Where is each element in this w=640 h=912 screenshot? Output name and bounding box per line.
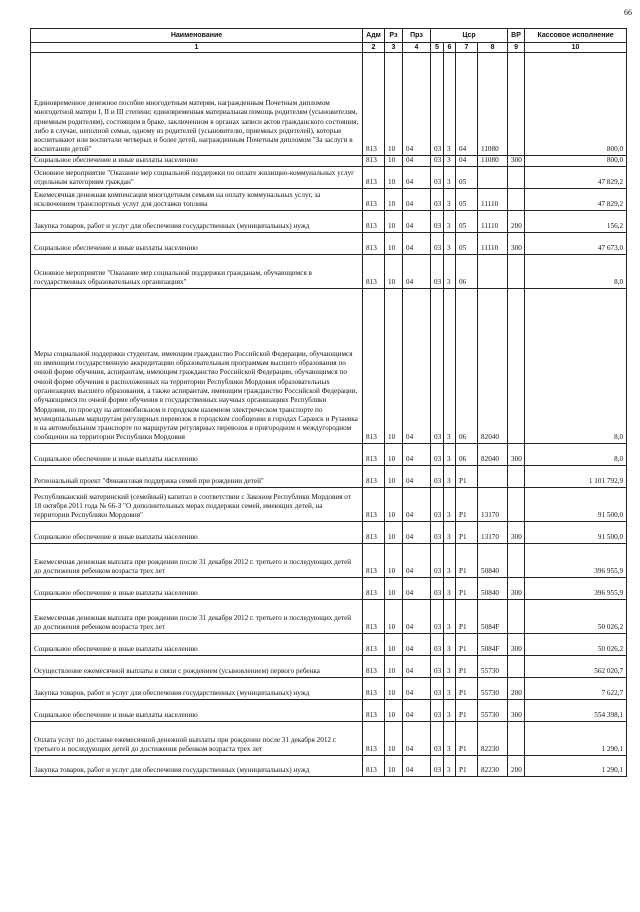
- row-name: Региональный проект "Финансовая поддержка семей при рождении детей": [31, 465, 363, 487]
- row-vr-code: [508, 465, 525, 487]
- row-vr-code: 300: [508, 633, 525, 655]
- row-adm-code: 813: [363, 599, 385, 633]
- row-adm-code: 813: [363, 543, 385, 577]
- row-rz-code: 10: [385, 210, 403, 232]
- row-csr-part-4: 82230: [478, 721, 508, 755]
- row-csr-part-3: 04: [456, 155, 478, 166]
- column-number: 7: [456, 43, 478, 53]
- row-adm-code: 813: [363, 721, 385, 755]
- header-row: [31, 29, 627, 43]
- row-amount: 47 829,2: [525, 166, 627, 188]
- table-row: [31, 232, 627, 254]
- row-csr-part-3: 06: [456, 254, 478, 288]
- header-kassa: Кассовое исполнение: [525, 29, 627, 43]
- row-csr-part-4: 5084F: [478, 633, 508, 655]
- row-csr-part-4: [478, 166, 508, 188]
- table-row: [31, 288, 627, 443]
- row-vr-code: 300: [508, 699, 525, 721]
- row-prz-code: 04: [403, 443, 431, 465]
- row-csr-part-4: 11110: [478, 210, 508, 232]
- row-csr-part-1: 03: [431, 599, 444, 633]
- row-prz-code: 04: [403, 577, 431, 599]
- row-csr-part-2: 3: [444, 755, 456, 776]
- row-adm-code: 813: [363, 487, 385, 521]
- row-name: Закупка товаров, работ и услуг для обеспечения государственных (муниципальных) нужд: [31, 210, 363, 232]
- row-amount: 1 290,1: [525, 755, 627, 776]
- row-csr-part-4: 11110: [478, 232, 508, 254]
- row-csr-part-1: 03: [431, 166, 444, 188]
- row-name: Осуществление ежемесячной выплаты в связи с рождением (усыновлением) первого ребенка: [31, 655, 363, 677]
- row-csr-part-4: 55730: [478, 655, 508, 677]
- row-csr-part-3: P1: [456, 521, 478, 543]
- row-csr-part-3: 04: [456, 53, 478, 156]
- row-adm-code: 813: [363, 577, 385, 599]
- row-vr-code: [508, 721, 525, 755]
- row-csr-part-4: 82040: [478, 443, 508, 465]
- row-prz-code: 04: [403, 232, 431, 254]
- table-row: [31, 577, 627, 599]
- row-csr-part-3: 06: [456, 443, 478, 465]
- row-csr-part-1: 03: [431, 443, 444, 465]
- row-prz-code: 04: [403, 655, 431, 677]
- row-amount: 50 026,2: [525, 633, 627, 655]
- row-vr-code: 300: [508, 521, 525, 543]
- column-number: 4: [403, 43, 431, 53]
- row-adm-code: 813: [363, 677, 385, 699]
- table-row: [31, 521, 627, 543]
- row-name: Основное мероприятие "Оказание мер социальной поддержки гражданам, обучающимся в государственных образовательных организациях": [31, 254, 363, 288]
- row-csr-part-4: 82040: [478, 288, 508, 443]
- row-adm-code: 813: [363, 254, 385, 288]
- row-name: Социальное обеспечение и иные выплаты населению: [31, 443, 363, 465]
- row-name: Закупка товаров, работ и услуг для обеспечения государственных (муниципальных) нужд: [31, 677, 363, 699]
- row-csr-part-1: 03: [431, 755, 444, 776]
- row-vr-code: [508, 543, 525, 577]
- row-csr-part-2: 3: [444, 210, 456, 232]
- column-number: 1: [31, 43, 363, 53]
- row-prz-code: 04: [403, 254, 431, 288]
- row-adm-code: 813: [363, 188, 385, 210]
- column-number: 2: [363, 43, 385, 53]
- row-csr-part-4: 13170: [478, 521, 508, 543]
- column-number: 10: [525, 43, 627, 53]
- row-prz-code: 04: [403, 188, 431, 210]
- row-csr-part-1: 03: [431, 521, 444, 543]
- row-vr-code: [508, 188, 525, 210]
- header-prz: Прз: [403, 29, 431, 43]
- row-rz-code: 10: [385, 521, 403, 543]
- row-rz-code: 10: [385, 188, 403, 210]
- row-name: Социальное обеспечение и иные выплаты населению: [31, 633, 363, 655]
- row-csr-part-4: 55730: [478, 677, 508, 699]
- row-name: Социальное обеспечение и иные выплаты населению: [31, 699, 363, 721]
- row-csr-part-3: P1: [456, 721, 478, 755]
- header-adm: Адм: [363, 29, 385, 43]
- row-name: Оплата услуг по доставке ежемесячной денежной выплаты при рождении после 31 декабря 2012 г. третьего и последующих детей до достижения ребенком возраста трех лет: [31, 721, 363, 755]
- row-amount: 1 101 792,9: [525, 465, 627, 487]
- row-rz-code: 10: [385, 677, 403, 699]
- row-rz-code: 10: [385, 487, 403, 521]
- row-csr-part-4: 55730: [478, 699, 508, 721]
- column-number: 9: [508, 43, 525, 53]
- row-name: Республиканский материнский (семейный) капитал в соответствии с Законом Республики Мордовия от 18 октября 2011 года № 66-З "О дополнительных мерах поддержки семей, имеющих детей, на территории Республики Мордовия": [31, 487, 363, 521]
- row-prz-code: 04: [403, 755, 431, 776]
- table-row: [31, 166, 627, 188]
- table-row: [31, 443, 627, 465]
- row-vr-code: [508, 655, 525, 677]
- row-name: Ежемесячная денежная выплата при рождении после 31 декабря 2012 г. третьего и последующих детей до достижения ребенком возраста трех лет: [31, 599, 363, 633]
- row-csr-part-3: 05: [456, 188, 478, 210]
- row-csr-part-4: 11080: [478, 155, 508, 166]
- row-amount: 396 955,9: [525, 577, 627, 599]
- row-csr-part-2: 3: [444, 166, 456, 188]
- row-name: Ежемесячная денежная компенсация многодетным семьям на оплату коммунальных услуг, за исключением транспортных услуг для доставки топлива: [31, 188, 363, 210]
- row-adm-code: 813: [363, 633, 385, 655]
- row-name: Социальное обеспечение и иные выплаты населению: [31, 521, 363, 543]
- row-csr-part-4: 11080: [478, 53, 508, 156]
- row-csr-part-4: [478, 465, 508, 487]
- row-vr-code: 300: [508, 232, 525, 254]
- row-rz-code: 10: [385, 443, 403, 465]
- row-csr-part-3: 05: [456, 166, 478, 188]
- row-name: Ежемесячная денежная выплата при рождении после 31 декабря 2012 г. третьего и последующих детей до достижения ребенком возраста трех лет: [31, 543, 363, 577]
- row-prz-code: 04: [403, 487, 431, 521]
- row-csr-part-2: 3: [444, 254, 456, 288]
- row-csr-part-3: P1: [456, 599, 478, 633]
- row-csr-part-2: 3: [444, 655, 456, 677]
- row-adm-code: 813: [363, 465, 385, 487]
- table-row: [31, 599, 627, 633]
- row-csr-part-2: 3: [444, 721, 456, 755]
- row-csr-part-1: 03: [431, 677, 444, 699]
- row-prz-code: 04: [403, 521, 431, 543]
- row-prz-code: 04: [403, 599, 431, 633]
- row-csr-part-2: 3: [444, 699, 456, 721]
- row-rz-code: 10: [385, 155, 403, 166]
- row-vr-code: 300: [508, 155, 525, 166]
- row-csr-part-3: P1: [456, 543, 478, 577]
- row-csr-part-3: 05: [456, 210, 478, 232]
- row-name: Социальное обеспечение и иные выплаты населению: [31, 155, 363, 166]
- row-csr-part-3: P1: [456, 465, 478, 487]
- row-csr-part-2: 3: [444, 677, 456, 699]
- row-amount: 7 622,7: [525, 677, 627, 699]
- row-csr-part-3: P1: [456, 755, 478, 776]
- row-prz-code: 04: [403, 677, 431, 699]
- row-csr-part-1: 03: [431, 232, 444, 254]
- table-row: [31, 655, 627, 677]
- row-vr-code: [508, 599, 525, 633]
- row-csr-part-3: 05: [456, 232, 478, 254]
- row-csr-part-3: P1: [456, 633, 478, 655]
- row-adm-code: 813: [363, 655, 385, 677]
- row-csr-part-3: P1: [456, 677, 478, 699]
- row-prz-code: 04: [403, 465, 431, 487]
- row-amount: 800,0: [525, 155, 627, 166]
- row-csr-part-4: 82230: [478, 755, 508, 776]
- row-rz-code: 10: [385, 655, 403, 677]
- table-row: [31, 543, 627, 577]
- row-csr-part-1: 03: [431, 721, 444, 755]
- row-csr-part-2: 3: [444, 577, 456, 599]
- row-adm-code: 813: [363, 166, 385, 188]
- row-csr-part-1: 03: [431, 633, 444, 655]
- row-csr-part-2: 3: [444, 232, 456, 254]
- table-row: [31, 633, 627, 655]
- row-rz-code: 10: [385, 53, 403, 156]
- row-rz-code: 10: [385, 232, 403, 254]
- row-csr-part-2: 3: [444, 599, 456, 633]
- row-rz-code: 10: [385, 254, 403, 288]
- row-csr-part-1: 03: [431, 577, 444, 599]
- table-row: [31, 755, 627, 776]
- row-amount: 8,0: [525, 254, 627, 288]
- row-vr-code: 200: [508, 677, 525, 699]
- row-csr-part-3: P1: [456, 487, 478, 521]
- table-row: [31, 254, 627, 288]
- row-adm-code: 813: [363, 288, 385, 443]
- row-amount: 1 290,1: [525, 721, 627, 755]
- row-csr-part-4: 11110: [478, 188, 508, 210]
- row-csr-part-1: 03: [431, 210, 444, 232]
- row-amount: 91 500,0: [525, 521, 627, 543]
- table-row: [31, 210, 627, 232]
- row-prz-code: 04: [403, 721, 431, 755]
- row-csr-part-2: 3: [444, 633, 456, 655]
- row-csr-part-4: 5084F: [478, 599, 508, 633]
- row-csr-part-2: 3: [444, 443, 456, 465]
- header-vr: ВР: [508, 29, 525, 43]
- row-csr-part-2: 3: [444, 155, 456, 166]
- row-name: Основное мероприятие "Оказание мер социальной поддержки по оплате жилищно-коммунальных услуг отдельным категориям граждан": [31, 166, 363, 188]
- row-adm-code: 813: [363, 232, 385, 254]
- row-prz-code: 04: [403, 53, 431, 156]
- row-rz-code: 10: [385, 755, 403, 776]
- table-row: [31, 53, 627, 156]
- row-name: Социальное обеспечение и иные выплаты населению: [31, 232, 363, 254]
- row-csr-part-1: 03: [431, 655, 444, 677]
- row-vr-code: 300: [508, 577, 525, 599]
- row-amount: 91 500,0: [525, 487, 627, 521]
- row-csr-part-4: 50840: [478, 543, 508, 577]
- table-body: [31, 53, 627, 777]
- table-row: [31, 487, 627, 521]
- row-rz-code: 10: [385, 599, 403, 633]
- row-vr-code: 300: [508, 443, 525, 465]
- header-name: Наименование: [31, 29, 363, 43]
- row-vr-code: [508, 487, 525, 521]
- table-row: [31, 677, 627, 699]
- row-rz-code: 10: [385, 543, 403, 577]
- row-rz-code: 10: [385, 699, 403, 721]
- table-row: [31, 699, 627, 721]
- row-csr-part-2: 3: [444, 288, 456, 443]
- row-adm-code: 813: [363, 521, 385, 543]
- row-vr-code: [508, 288, 525, 443]
- header-csr: Цср: [431, 29, 508, 43]
- row-csr-part-2: 3: [444, 53, 456, 156]
- row-prz-code: 04: [403, 699, 431, 721]
- row-csr-part-4: 50840: [478, 577, 508, 599]
- table-row: [31, 721, 627, 755]
- row-vr-code: [508, 53, 525, 156]
- row-prz-code: 04: [403, 543, 431, 577]
- row-csr-part-2: 3: [444, 487, 456, 521]
- budget-table: [30, 28, 627, 777]
- row-csr-part-1: 03: [431, 699, 444, 721]
- row-csr-part-1: 03: [431, 288, 444, 443]
- row-csr-part-1: 03: [431, 487, 444, 521]
- row-amount: 8,0: [525, 443, 627, 465]
- row-csr-part-2: 3: [444, 521, 456, 543]
- column-number-row: [31, 43, 627, 53]
- row-amount: 562 020,7: [525, 655, 627, 677]
- row-prz-code: 04: [403, 633, 431, 655]
- row-name: Социальное обеспечение и иные выплаты населению: [31, 577, 363, 599]
- table-row: [31, 465, 627, 487]
- row-prz-code: 04: [403, 288, 431, 443]
- row-amount: 47 673,0: [525, 232, 627, 254]
- row-csr-part-3: 06: [456, 288, 478, 443]
- row-prz-code: 04: [403, 210, 431, 232]
- row-csr-part-2: 3: [444, 188, 456, 210]
- row-adm-code: 813: [363, 210, 385, 232]
- row-csr-part-1: 03: [431, 53, 444, 156]
- row-csr-part-3: P1: [456, 655, 478, 677]
- row-vr-code: [508, 254, 525, 288]
- row-name: Меры социальной поддержки студентам, имеющим гражданство Российской Федерации, обучающимся по имеющим государственную аккредитацию образовательным программам высшего образования по очной форме обучения, аспирантам, имеющим гражданство Российской Федерации, обучающимся по очной форме обучения в расположенных на территории Республики Мордовия образовательных организациях высшего образования, а также аспирантам, имеющим гражданство Российской Федерации, обучающимся по очной форме обучения в государственных научных организациях Республики Мордовия, по проезду на автомобильном и городском наземном электрическом транспорте по муниципальным маршрутам регулярных перевозок в городском сообщении в городах Саранск и Рузаевка и на автомобильном транспорте по маршрутам регулярных перевозок в пригородном и междугородном сообщении на территории Республики Мордовия: [31, 288, 363, 443]
- row-rz-code: 10: [385, 577, 403, 599]
- row-amount: 50 026,2: [525, 599, 627, 633]
- row-csr-part-1: 03: [431, 543, 444, 577]
- row-vr-code: [508, 166, 525, 188]
- row-adm-code: 813: [363, 53, 385, 156]
- row-prz-code: 04: [403, 155, 431, 166]
- row-rz-code: 10: [385, 166, 403, 188]
- row-amount: 396 955,9: [525, 543, 627, 577]
- row-rz-code: 10: [385, 465, 403, 487]
- page-number: 66: [624, 8, 632, 17]
- column-number: 6: [444, 43, 456, 53]
- row-csr-part-1: 03: [431, 254, 444, 288]
- row-csr-part-2: 3: [444, 465, 456, 487]
- column-number: 5: [431, 43, 444, 53]
- row-csr-part-1: 03: [431, 188, 444, 210]
- row-csr-part-1: 03: [431, 155, 444, 166]
- row-csr-part-3: P1: [456, 699, 478, 721]
- row-name: Закупка товаров, работ и услуг для обеспечения государственных (муниципальных) нужд: [31, 755, 363, 776]
- row-csr-part-1: 03: [431, 465, 444, 487]
- row-csr-part-4: 13170: [478, 487, 508, 521]
- row-csr-part-3: P1: [456, 577, 478, 599]
- column-number: 3: [385, 43, 403, 53]
- row-csr-part-2: 3: [444, 543, 456, 577]
- row-adm-code: 813: [363, 755, 385, 776]
- header-rz: Рз: [385, 29, 403, 43]
- row-amount: 156,2: [525, 210, 627, 232]
- row-rz-code: 10: [385, 633, 403, 655]
- table-row: [31, 155, 627, 166]
- row-adm-code: 813: [363, 155, 385, 166]
- row-amount: 47 829,2: [525, 188, 627, 210]
- row-vr-code: 200: [508, 210, 525, 232]
- row-name: Единовременное денежное пособие многодетным матерям, награжденным Почетным дипломом многодетной матери I, II и III степени; единовременная материальная помощь родителям (усыновителям, приемным родителям), состоящим в браке, заключенном в органах записи актов гражданского состояния, либо в случае, неполной семьи, одному из родителей (усыновителю, приемных родителей), которые воспитывают или воспитали четверых и более детей, награжденным Почетным дипломом "За заслуги в воспитании детей": [31, 53, 363, 156]
- row-adm-code: 813: [363, 443, 385, 465]
- row-prz-code: 04: [403, 166, 431, 188]
- row-amount: 800,0: [525, 53, 627, 156]
- row-vr-code: 200: [508, 755, 525, 776]
- row-adm-code: 813: [363, 699, 385, 721]
- row-csr-part-4: [478, 254, 508, 288]
- row-rz-code: 10: [385, 288, 403, 443]
- table-row: [31, 188, 627, 210]
- row-rz-code: 10: [385, 721, 403, 755]
- row-amount: 554 398,1: [525, 699, 627, 721]
- row-amount: 8,0: [525, 288, 627, 443]
- column-number: 8: [478, 43, 508, 53]
